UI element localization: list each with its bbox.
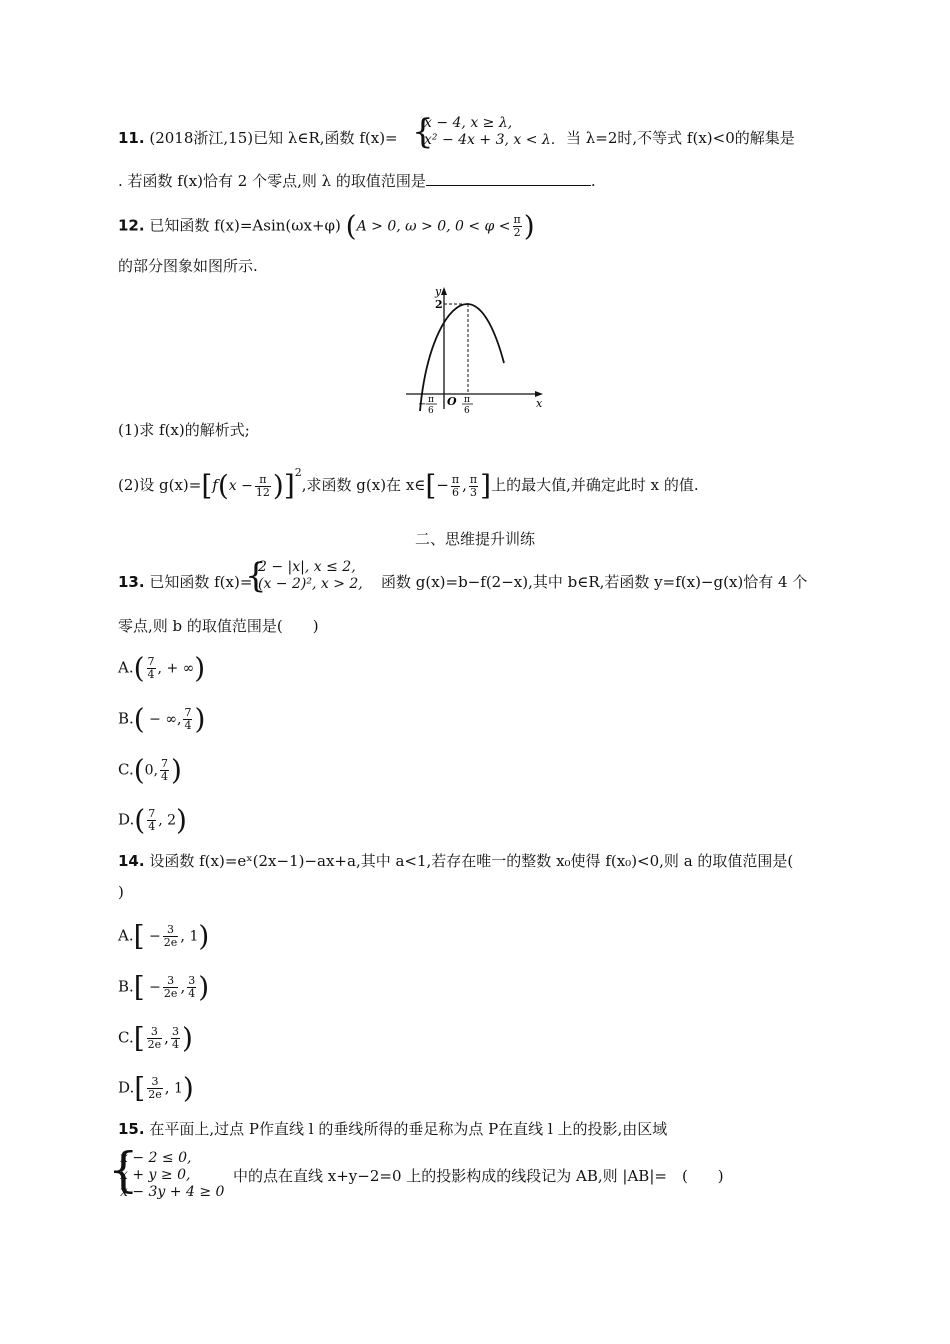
q11-line2-text: . 若函数 f(x)恰有 2 个零点,则 λ 的取值范围是 [118,172,426,190]
q12-part1: (1)求 f(x)的解析式; [118,421,250,439]
q12-part2-frac-den: 12 [255,485,270,499]
q12-frac-den: 2 [513,226,521,239]
q12-part2-mid: ,求函数 g(x)在 x∈ [301,476,426,494]
option-open: ( [133,651,145,685]
option-close: ) [171,753,182,787]
option-frac-num: 3 [171,1025,179,1038]
option-comma: , [180,977,186,996]
option-frac [183,707,192,732]
option-label: D. [118,810,135,829]
option-post: 1 [185,928,199,945]
option-frac-den: 4 [161,770,169,783]
option-open: [ [133,970,145,1004]
q14-option-c[interactable] [118,1021,193,1055]
q12-frac-num: π [513,213,521,226]
neg-tick-sign: − [418,399,427,410]
option-close: ) [198,919,210,953]
interval-close: ] [480,469,492,502]
option-frac-den: 2e [147,1038,162,1051]
option-frac [147,808,156,833]
q11-cases [424,115,555,149]
option-label: D. [118,1078,135,1097]
option-frac-num: 3 [147,1076,163,1089]
option-frac-1 [163,975,179,1000]
q12-part2: (2)设 g(x)=[f(x − $\frac{\pi}{12}$ )]$^2$,求函数 g(x)在 x∈[− $\frac{\pi}{6}$ , $\frac{\pi}{3}$ ]上的最大值,并确定此时 x 的值. [118,466,699,502]
q12-paren-close: ) [523,209,535,243]
option-frac-den: 2e [163,987,178,1000]
q13-option-c[interactable] [118,753,182,787]
q14-option-b[interactable] [118,970,210,1004]
q11-lead: (2018浙江,15)已知 [149,129,284,147]
paren-close: ) [272,469,284,502]
q13-lead: 已知函数 f(x)= [149,573,253,591]
y-tick-2: 2 [435,298,443,311]
option-frac-num: 7 [148,807,156,820]
q15-ineq3: x − 3y + 4 ≥ 0 [120,1184,225,1200]
option-label: A. [118,658,134,677]
option-frac-den: 4 [148,820,156,833]
q12-part2-f: f [212,476,218,494]
pos-tick-num: π [464,395,470,405]
q14-number: 14. [118,852,145,870]
q12-part2-tail: 上的最大值,并确定此时 x 的值. [491,476,699,494]
q13-line2: 零点,则 b 的取值范围是( ) [118,617,319,635]
option-frac-2 [171,1026,180,1051]
q14-text: 设函数 f(x)=eˣ(2x−1)−ax+a,其中 a<1,若存在唯一的整数 x₀使得 f(x₀)<0,则 a 的取值范围是( [149,852,794,870]
option-label: B. [118,709,134,728]
option-post: , + ∞ [157,660,195,677]
option-pre: − [144,928,161,945]
q15-brace: { [108,1142,139,1198]
interval-right-num: π [469,472,478,486]
option-open: [ [134,1071,146,1105]
interval-left [451,474,460,499]
option-close: ) [176,803,187,837]
q12-number: 12. [118,216,145,235]
q12-lead: 已知函数 f(x)=Asin(ωx+φ) [149,216,341,235]
q15-line1 [118,1119,667,1139]
q12-line1 [118,209,535,243]
pos-tick-den: 6 [464,406,470,416]
option-frac-den: 2e [148,1088,162,1101]
option-label: C. [118,1028,134,1047]
paren-open: ( [217,469,229,502]
square-exponent: 2 [294,466,302,479]
option-pre: 0, [144,762,159,779]
option-close: ) [198,970,210,1004]
option-label: C. [118,760,134,779]
q13-line1 [118,572,252,592]
option-pre: − [144,979,161,996]
neg-tick-den: 6 [428,406,434,416]
q15-ineq1: x − 2 ≤ 0, [120,1150,192,1166]
q11-line2-end: . [590,172,596,190]
option-close: ) [181,1021,193,1055]
q15-tail: 中的点在直线 x+y−2=0 上的投影构成的线段记为 AB,则 |AB|= ( ) [233,1167,724,1185]
q12-part2-lead: (2)设 g(x)= [118,476,202,494]
option-post: , 2 [158,812,177,829]
option-close: ) [182,1071,194,1105]
q15-ineq2: x + y ≥ 0, [120,1167,191,1183]
q12-frac [513,214,522,239]
option-comma: , [164,1078,170,1097]
q12-line2: 的部分图象如图所示. [118,257,258,275]
option-pre: − ∞, [144,711,182,728]
option-close: ) [194,702,206,736]
option-comma: , [180,926,186,945]
interval-neg: − [436,476,449,494]
option-frac-num: 7 [147,655,155,668]
interval-left-den: 6 [452,485,460,499]
option-frac-1 [147,1076,163,1101]
bracket-close: ] [283,469,295,502]
option-frac-1 [147,1026,163,1051]
q15-text: 在平面上,过点 P作直线 l 的垂线所得的垂足称为点 P在直线 l 上的投影,由区域 [149,1120,668,1138]
option-frac-num: 3 [163,924,179,937]
q12-part2-x: x − [228,478,253,494]
option-frac-2 [187,975,196,1000]
q11-line2 [118,171,596,191]
q14-line2: ) [118,883,124,901]
y-axis-arrow [441,287,447,295]
q15-number: 15. [118,1120,145,1138]
option-frac-1 [163,924,179,949]
option-frac-den: 4 [184,719,192,732]
q14-line1 [118,851,793,871]
q11-line1 [118,128,398,148]
q14-option-d[interactable] [118,1071,194,1105]
q13-cases [258,559,363,593]
option-comma: , [164,1028,169,1047]
option-frac-den: 4 [147,668,155,681]
bracket-open: [ [201,469,213,502]
option-frac [160,758,169,783]
q13-tail: 函数 g(x)=b−f(2−x),其中 b∈R,若函数 y=f(x)−g(x)恰有 4 个 [381,573,808,591]
q13-option-b[interactable] [118,702,206,736]
q13-option-a[interactable] [118,651,206,685]
q11-answer-blank[interactable] [426,171,591,186]
option-label: B. [118,977,134,996]
interval-open: [ [425,469,437,502]
q14-option-a[interactable] [118,919,210,953]
q11-fx: f(x)= [359,129,398,147]
option-frac-num: 3 [188,974,196,987]
option-frac-num: 3 [163,975,179,988]
option-open: ( [134,803,146,837]
option-post: 1 [169,1080,183,1097]
neg-tick-num: π [428,395,434,405]
option-close: ) [194,651,206,685]
q11-case1: x − 4, x ≥ λ, [424,115,513,131]
section-title: 二、思维提升训练 [414,530,535,548]
option-frac [147,656,156,681]
q11-lambda: λ∈R,函数 [287,129,355,147]
q13-brace: { [245,556,267,596]
option-open: ( [133,753,145,787]
q13-case1: 2 − |x|, x ≤ 2, [258,559,356,575]
option-open: ( [133,702,145,736]
x-axis-label: x [536,397,543,410]
q12-graph [400,285,550,420]
interval-left-num: π [451,472,460,486]
y-axis-label: y [435,285,442,298]
option-open: [ [133,919,145,953]
option-frac-den: 2e [163,936,178,949]
option-frac-num: 3 [147,1026,163,1039]
q12-part2-frac-num: π [255,474,271,487]
option-frac-num: 7 [184,706,192,719]
q13-number: 13. [118,573,145,591]
origin-label: O [447,395,457,408]
q13-option-d[interactable] [118,803,187,837]
option-frac-den: 4 [171,1038,179,1051]
q11-case2: x² − 4x + 3, x < λ. [424,132,556,148]
q13-case2: (x − 2)², x > 2, [258,576,363,592]
q12-part2-frac [255,474,271,499]
q12-cond: A > 0, ω > 0, 0 < φ < [356,218,511,235]
option-frac-den: 4 [188,987,196,1000]
q11-number: 11. [118,129,145,147]
option-open: [ [133,1021,145,1055]
q11-tail: 当 λ=2时,不等式 f(x)<0的解集是 [566,129,795,147]
interval-right-den: 3 [470,485,478,499]
q12-paren-open: ( [345,209,357,243]
interval-right [469,474,478,499]
q11-brace: { [412,112,434,152]
q15-system [120,1150,224,1201]
option-label: A. [118,926,134,945]
option-frac-num: 7 [161,757,169,770]
